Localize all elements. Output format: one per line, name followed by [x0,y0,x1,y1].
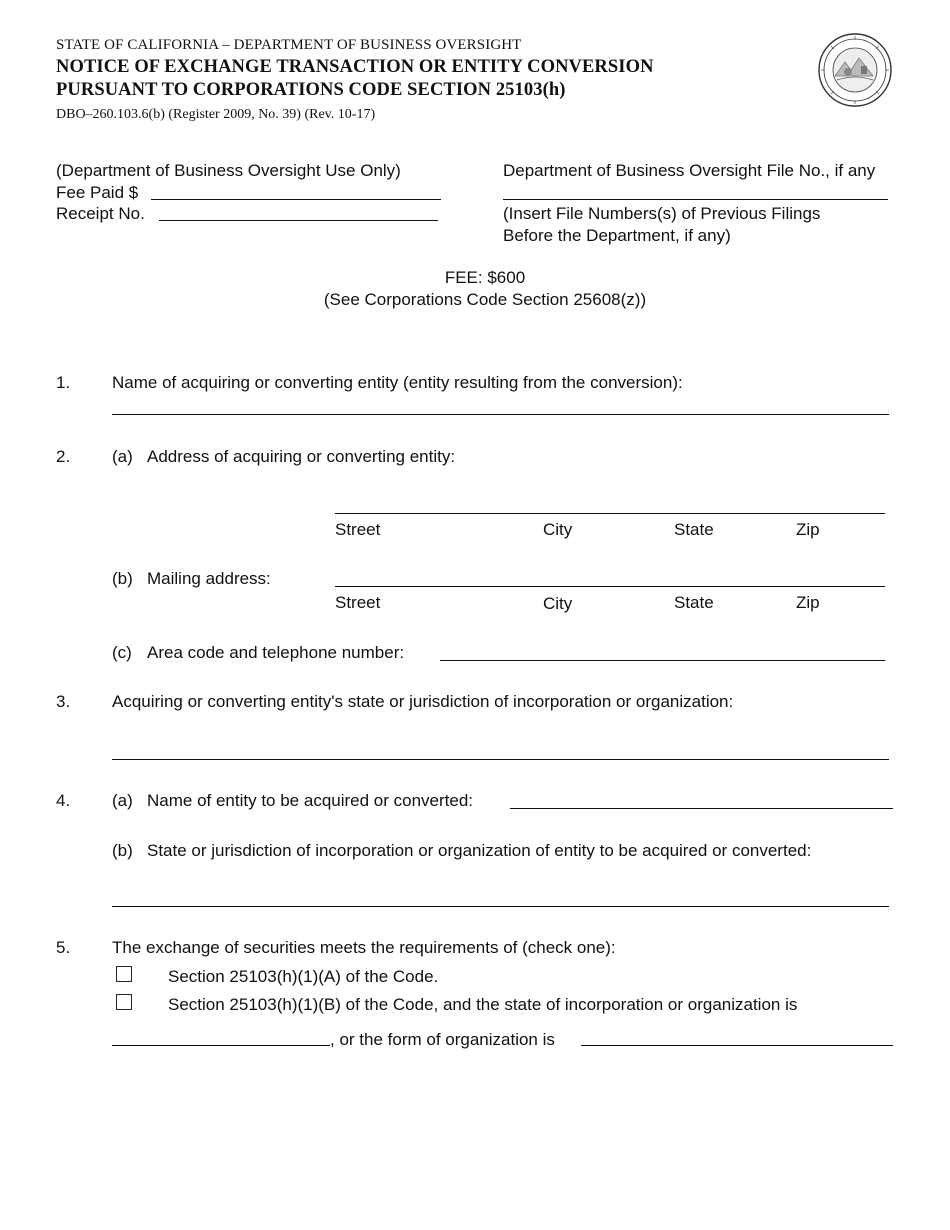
mailing-state-caption: State [674,593,714,612]
option-b-text: Section 25103(h)(1)(B) of the Code, and the state of incorporation or organization is [168,995,798,1014]
mailing-zip-caption: Zip [796,593,820,612]
address-street-caption: Street [335,520,381,539]
form-title-line2: PURSUANT TO CORPORATIONS CODE SECTION 25103(h) [56,80,566,100]
receipt-no-field[interactable] [159,220,438,221]
item-4a-text: Name of entity to be acquired or converted: [147,791,474,810]
agency-line: STATE OF CALIFORNIA – DEPARTMENT OF BUSINESS OVERSIGHT [56,37,522,53]
item-4b-text: State or jurisdiction of incorporation or organization of entity to be acquired or converted: [147,841,812,860]
fee-paid-field[interactable] [151,199,441,200]
form-of-organization-text: , or the form of organization is [330,1030,555,1049]
item-2b-label: (b) [112,569,133,588]
file-no-heading: Department of Business Oversight File No., if any [503,161,876,180]
item-2c-text: Area code and telephone number: [147,643,405,662]
fee-amount: FEE: $600 [444,268,526,287]
acquiring-entity-name-field[interactable] [112,414,889,415]
telephone-field[interactable] [440,660,885,661]
item-1-number: 1. [56,373,71,392]
form-of-organization-field[interactable] [581,1045,893,1046]
item-2c-label: (c) [112,643,132,662]
item-4a-label: (a) [112,791,133,810]
option-b-checkbox[interactable] [116,994,132,1010]
item-2-number: 2. [56,447,71,466]
mailing-address-field[interactable] [335,586,885,587]
address-zip-caption: Zip [796,520,820,539]
acquired-entity-name-field[interactable] [510,808,893,809]
item-2b-text: Mailing address: [147,569,271,588]
entity-address-field[interactable] [335,513,885,514]
state-seal-icon [815,32,895,108]
item-1-text: Name of acquiring or converting entity (entity resulting from the conversion): [112,373,683,392]
item-4b-label: (b) [112,841,133,860]
acquired-entity-jurisdiction-field[interactable] [112,906,889,907]
receipt-no-label: Receipt No. [56,204,145,223]
fee-code-reference: (See Corporations Code Section 25608(z)) [323,290,647,309]
item-2a-label: (a) [112,447,133,466]
item-4-number: 4. [56,791,71,810]
form-title-line1: NOTICE OF EXCHANGE TRANSACTION OR ENTITY CONVERSION [56,57,654,77]
address-state-caption: State [674,520,714,539]
option-a-checkbox[interactable] [116,966,132,982]
item-5-number: 5. [56,938,71,957]
mailing-street-caption: Street [335,593,381,612]
file-no-field[interactable] [503,199,888,200]
address-city-caption: City [543,520,573,539]
form-id: DBO–260.103.6(b) (Register 2009, No. 39) (Rev. 10-17) [56,107,376,122]
option-a-text: Section 25103(h)(1)(A) of the Code. [168,967,439,986]
fee-paid-label: Fee Paid $ [56,183,139,202]
item-2a-text: Address of acquiring or converting entity: [147,447,456,466]
office-use-heading: (Department of Business Oversight Use Only) [56,161,401,180]
jurisdiction-field[interactable] [112,759,889,760]
file-no-note-line2: Before the Department, if any) [503,226,731,245]
item-5-text: The exchange of securities meets the requirements of (check one): [112,938,616,957]
file-no-note-line1: (Insert File Numbers(s) of Previous Filings [503,204,821,223]
item-3-number: 3. [56,692,71,711]
state-of-incorporation-field[interactable] [112,1045,330,1046]
mailing-city-caption: City [543,594,573,613]
item-3-text: Acquiring or converting entity's state or jurisdiction of incorporation or organization: [112,692,734,711]
